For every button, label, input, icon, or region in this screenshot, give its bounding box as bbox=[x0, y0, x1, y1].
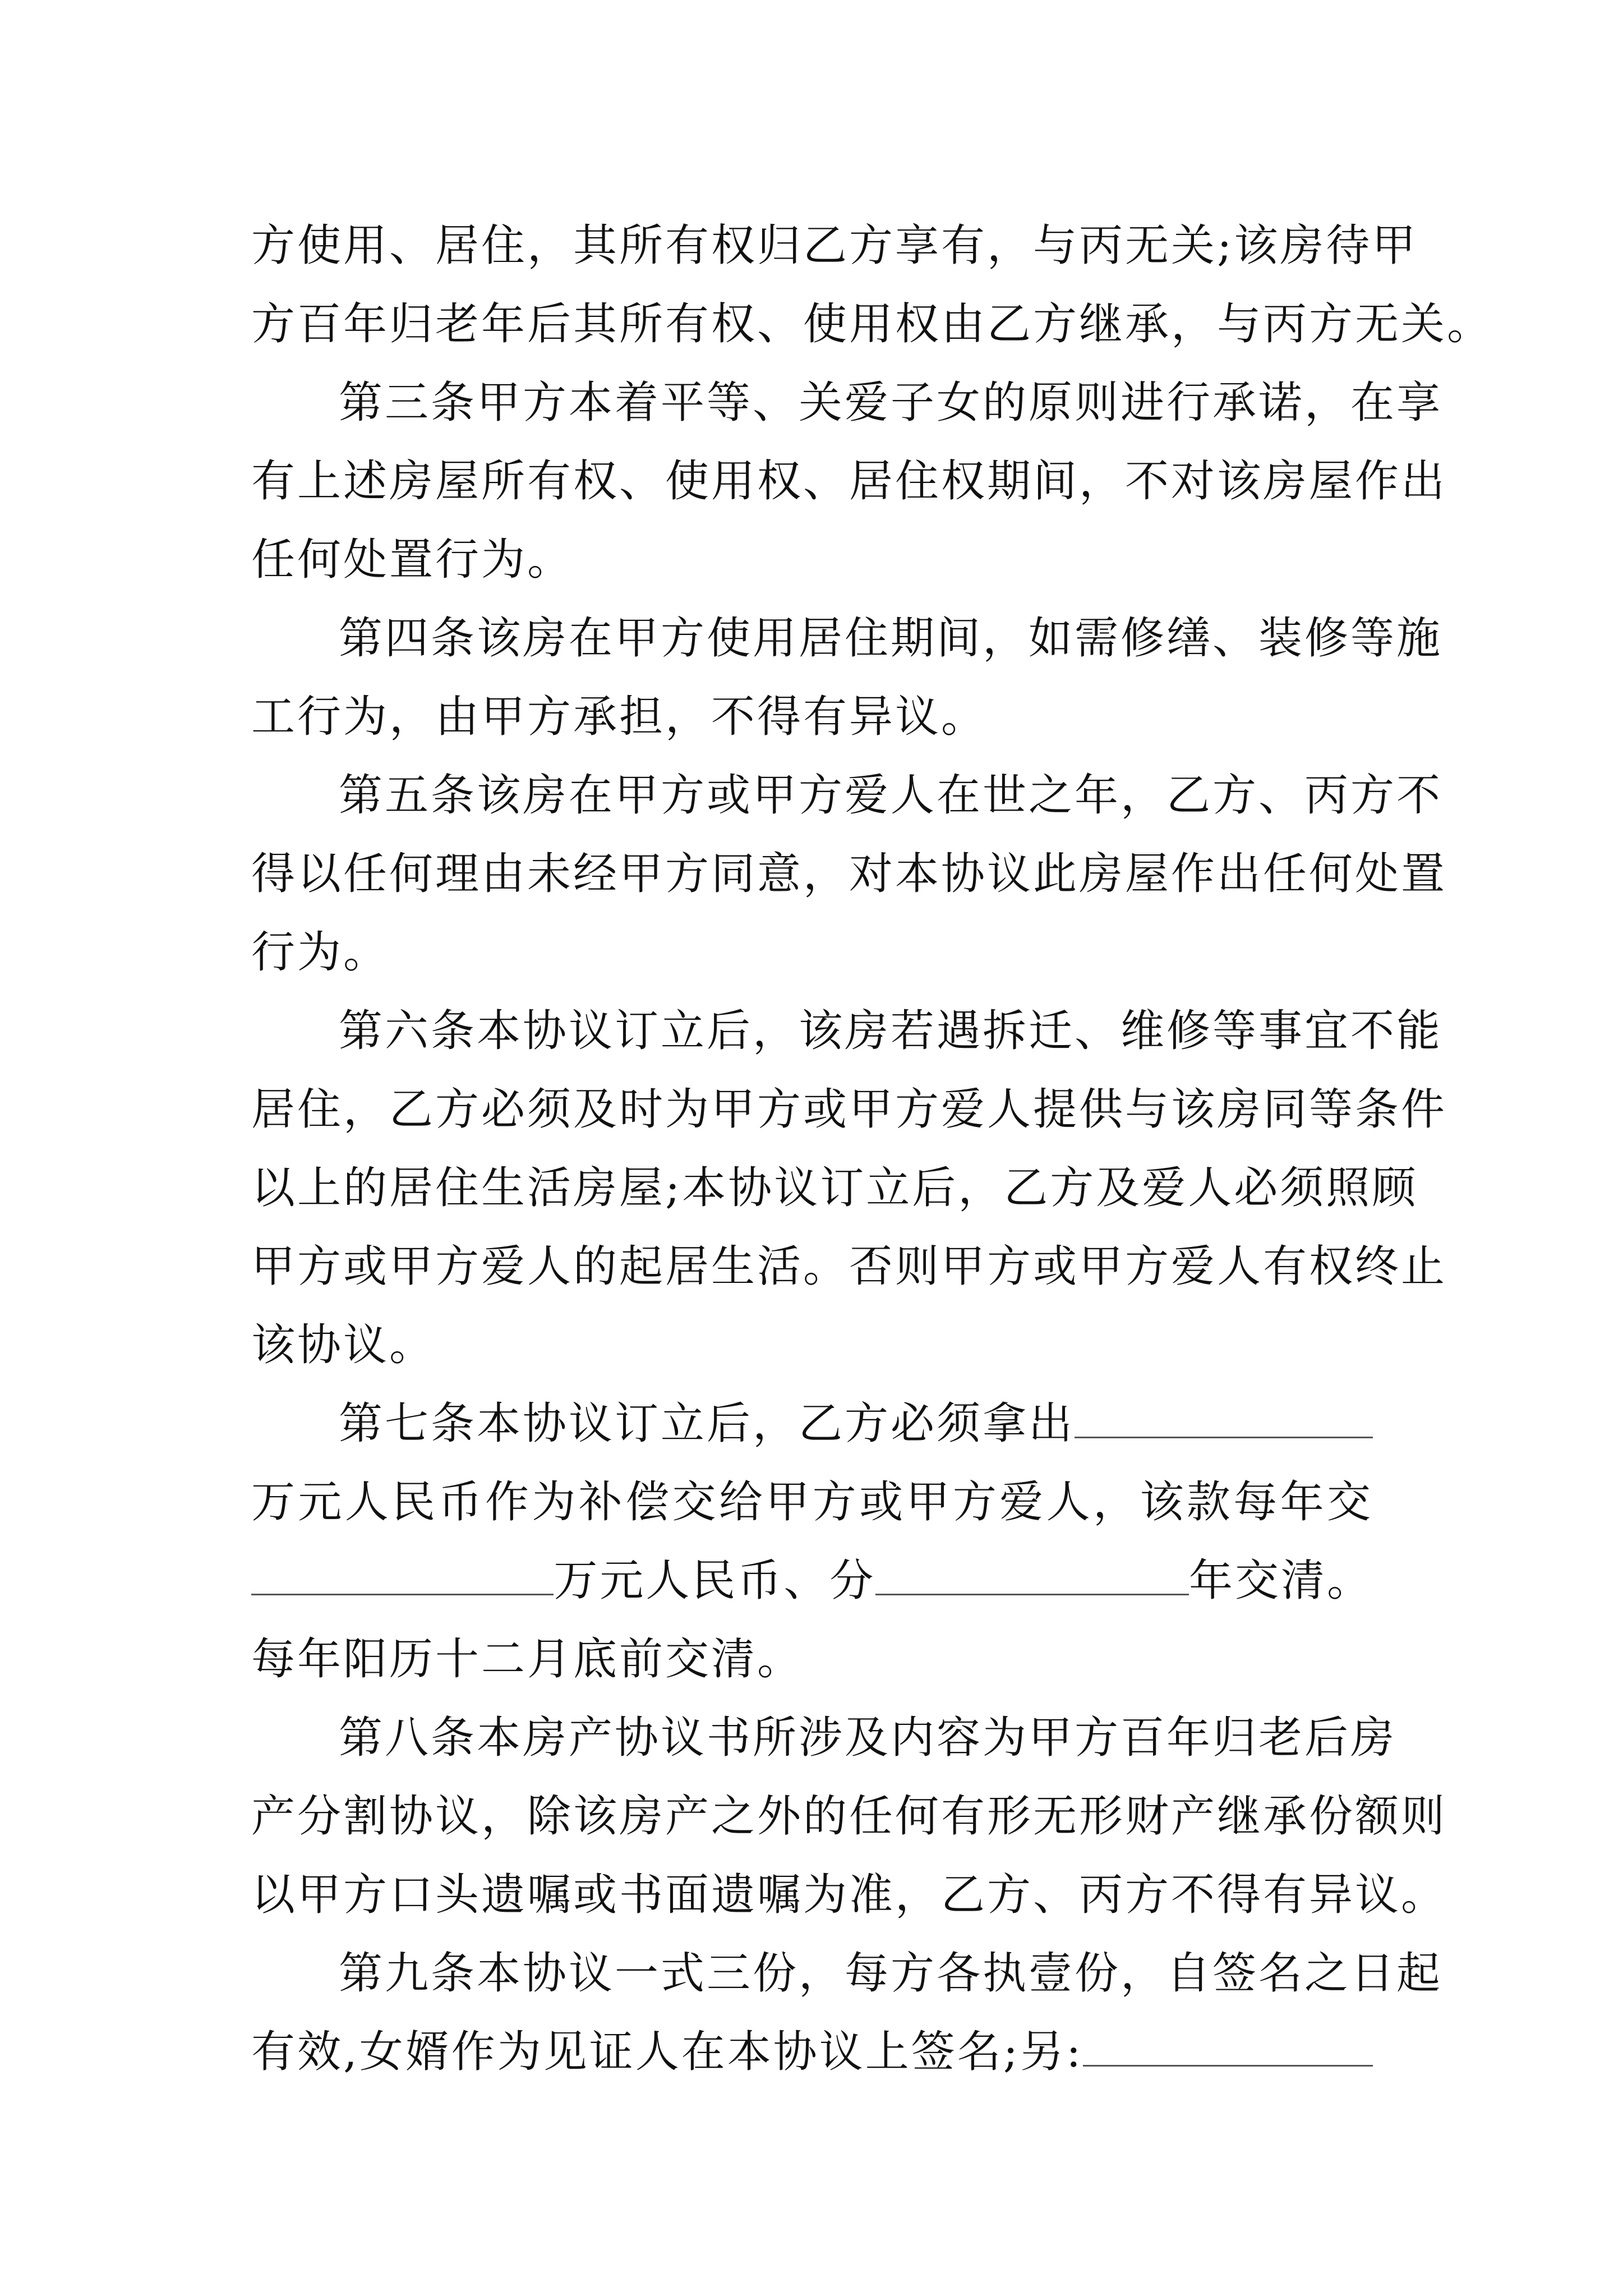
text-line: 有上述房屋所有权、使用权、居住权期间，不对该房屋作出 bbox=[251, 456, 1447, 507]
text-line: 产分割协议，除该房产之外的任何有形无形财产继承份额则 bbox=[251, 1791, 1447, 1842]
witness-line bbox=[251, 2018, 1373, 2086]
text-line: 万元人民币作为补偿交给甲方或甲方爱人，该款每年交 bbox=[251, 1477, 1373, 1527]
text-line: 方百年归老年后其所有权、使用权由乙方继承，与丙方无关。 bbox=[251, 299, 1493, 349]
article-8-line: 第八条本房产协议书所涉及内容为甲方百年归老后房 bbox=[339, 1713, 1397, 1763]
text-line: 每年阳历十二月底前交清。 bbox=[251, 1634, 804, 1685]
text-segment: 万元人民币、分 bbox=[554, 1556, 876, 1606]
article-9-line: 第九条本协议一式三份，每方各执壹份，自签名之日起 bbox=[339, 1948, 1443, 1999]
article-6-line: 第六条本协议订立后，该房若遇拆迁、维修等事宜不能 bbox=[339, 1006, 1443, 1056]
fill-in-blank bbox=[1075, 1397, 1373, 1438]
article-7-line bbox=[339, 1390, 1373, 1457]
text-line: 得以任何理由未经甲方同意，对本协议此房屋作出任何处置 bbox=[251, 849, 1447, 899]
text-line: 方使用、居住，其所有权归乙方享有，与丙无关;该房待甲 bbox=[251, 220, 1418, 271]
text-line: 任何处置行为。 bbox=[251, 535, 574, 585]
article-4-line: 第四条该房在甲方使用居住期间，如需修缮、装修等施 bbox=[339, 613, 1443, 664]
text-line: 甲方或甲方爱人的起居生活。否则甲方或甲方爱人有权终止 bbox=[251, 1241, 1447, 1292]
text-line: 居住，乙方必须及时为甲方或甲方爱人提供与该房同等条件 bbox=[251, 1084, 1447, 1135]
text-line: 行为。 bbox=[251, 927, 390, 978]
fill-in-blank bbox=[1083, 2026, 1373, 2067]
text-segment: 第七条本协议订立后，乙方必须拿出 bbox=[339, 1398, 1075, 1449]
text-segment: 有效,女婿作为见证人在本协议上签名;另: bbox=[251, 2027, 1083, 2077]
text-line: 以上的居住生活房屋;本协议订立后，乙方及爱人必须照顾 bbox=[251, 1163, 1418, 1213]
fill-in-blank bbox=[875, 1554, 1189, 1595]
payment-terms-line bbox=[251, 1547, 1373, 1614]
article-3-line: 第三条甲方本着平等、关爱子女的原则进行承诺，在享 bbox=[339, 378, 1443, 428]
article-5-line: 第五条该房在甲方或甲方爱人在世之年，乙方、丙方不 bbox=[339, 770, 1443, 821]
text-line: 以甲方口头遗嘱或书面遗嘱为准，乙方、丙方不得有异议。 bbox=[251, 1870, 1447, 1920]
text-line: 工行为，由甲方承担，不得有异议。 bbox=[251, 692, 988, 742]
text-line: 该协议。 bbox=[251, 1320, 436, 1370]
text-segment: 年交清。 bbox=[1188, 1556, 1373, 1606]
fill-in-blank bbox=[251, 1554, 554, 1595]
